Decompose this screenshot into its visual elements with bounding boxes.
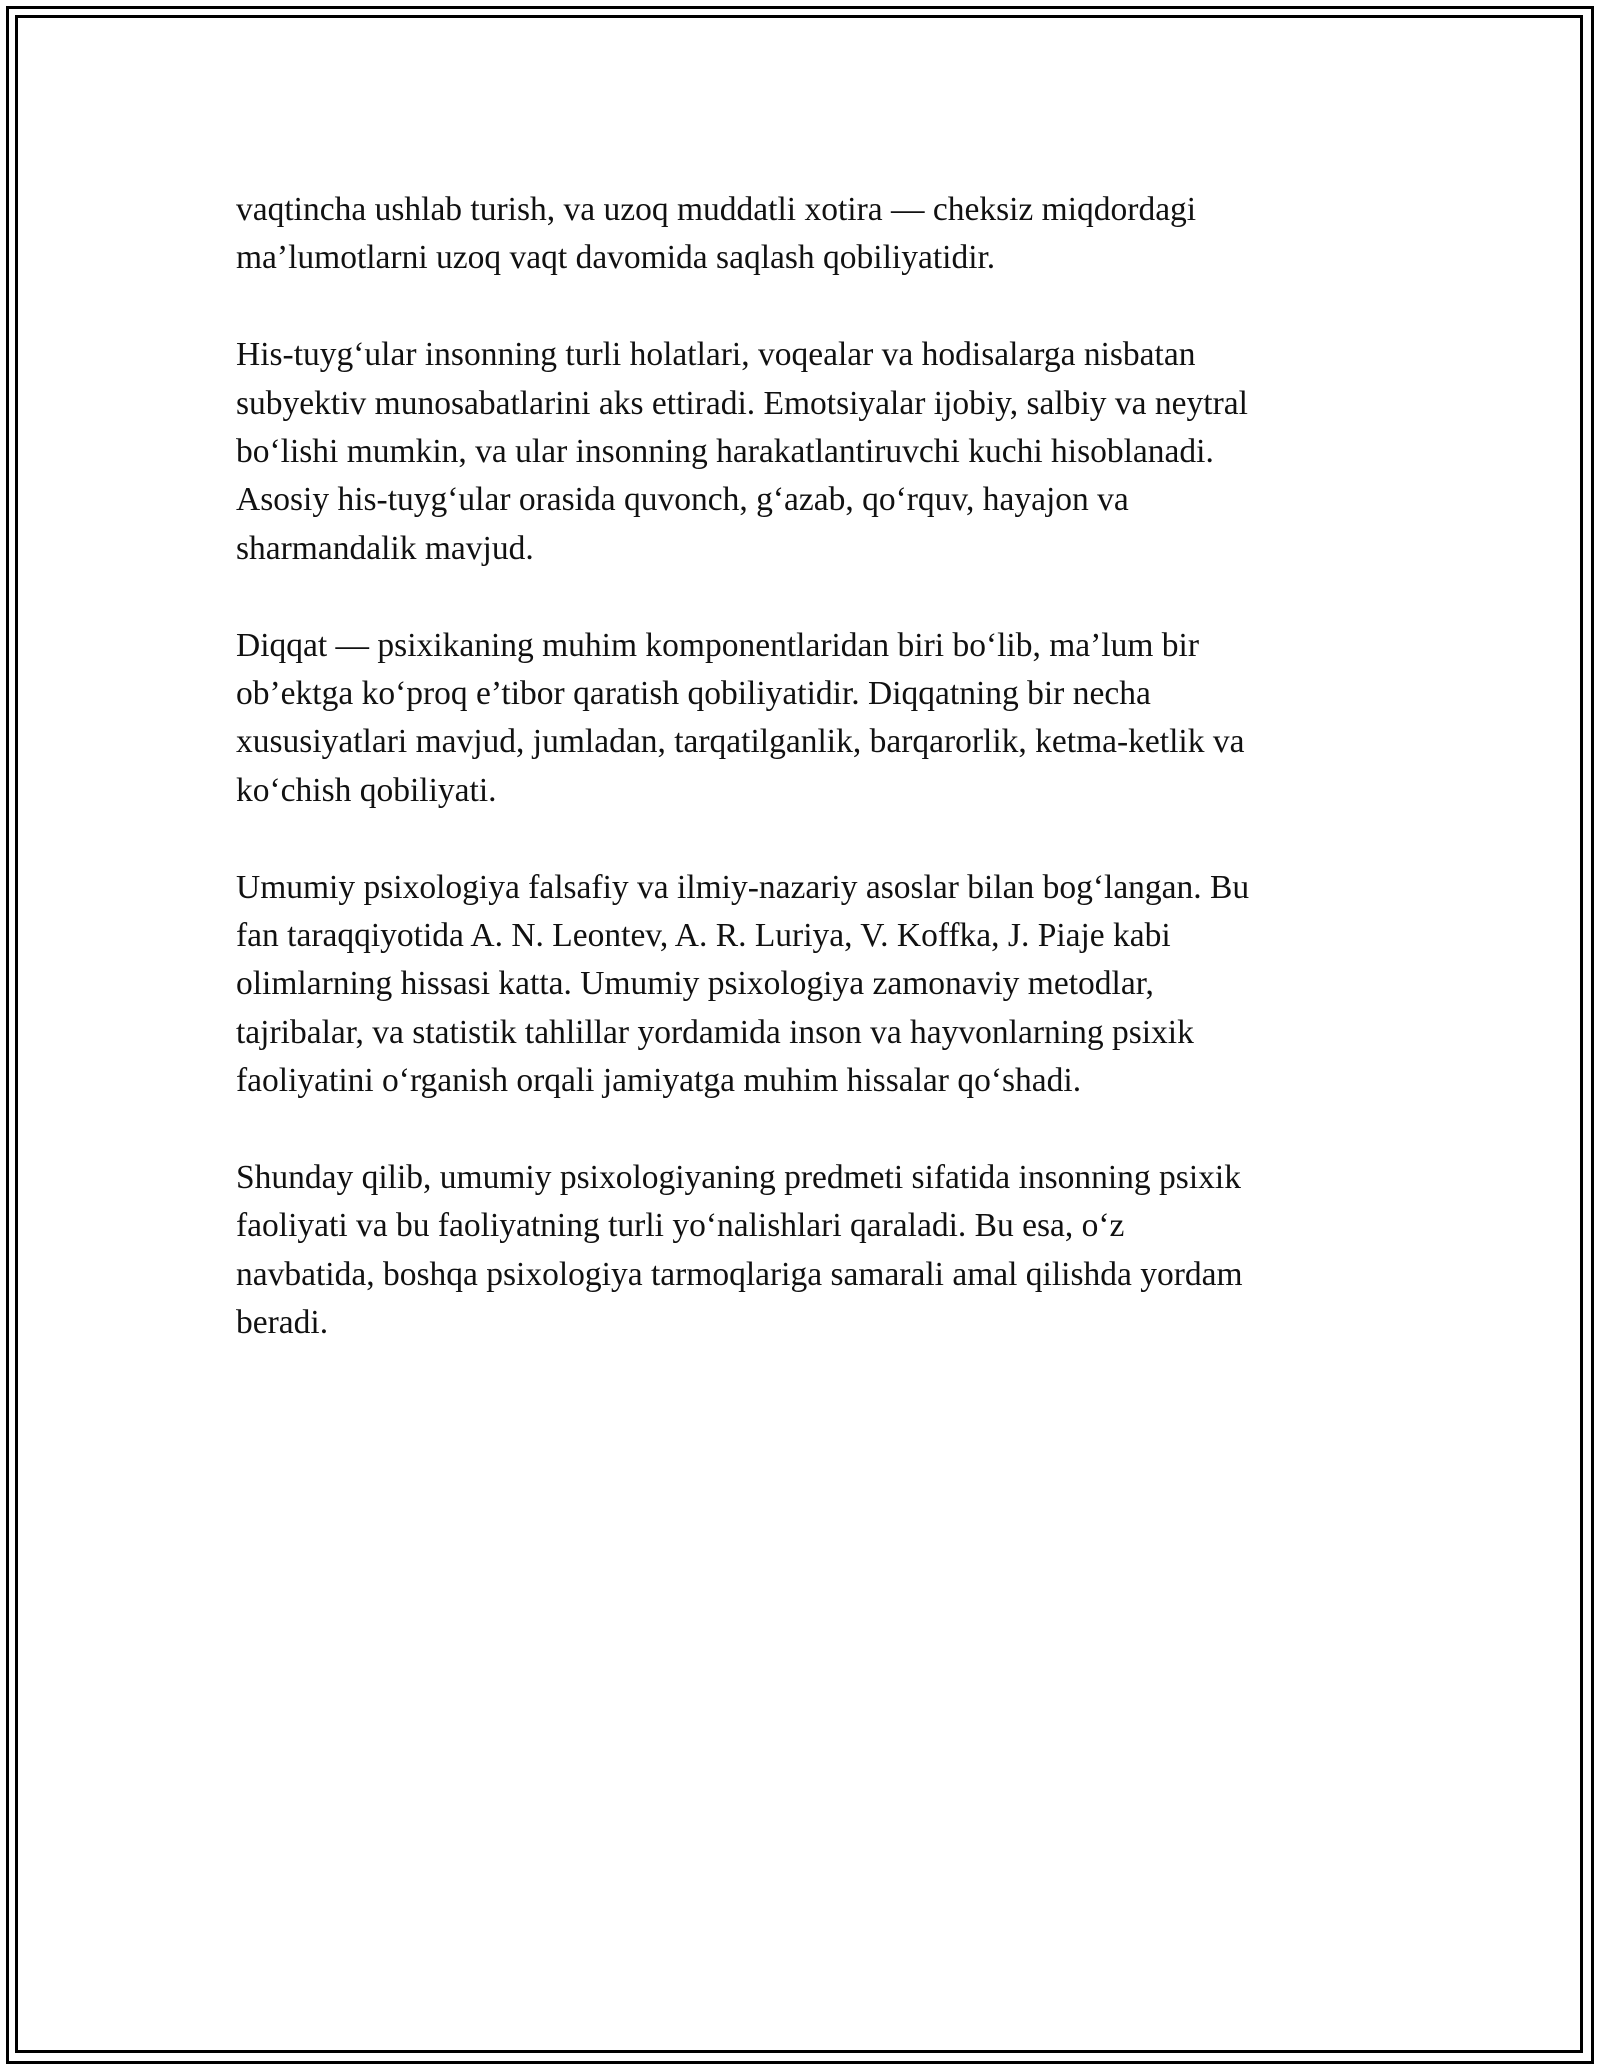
paragraph-foundations	[236, 864, 1366, 1106]
text-line: ob’ektga ko‘proq e’tibor qaratish qobiliyatidir. Diqqatning bir necha	[236, 675, 1151, 713]
text-line: navbatida, boshqa psixologiya tarmoqlariga samarali amal qilishda yordam	[236, 1255, 1243, 1293]
text-line: tajribalar, va statistik tahlillar yordamida inson va hayvonlarning psixik	[236, 1013, 1194, 1051]
text-line: sharmandalik mavjud.	[236, 529, 534, 567]
text-line: ma’lumotlarni uzoq vaqt davomida saqlash qobiliyatidir.	[236, 239, 996, 277]
paragraph-memory	[236, 186, 1366, 283]
text-line: olimlarning hissasi katta. Umumiy psixologiya zamonaviy metodlar,	[236, 965, 1154, 1003]
text-line: Diqqat — psixikaning muhim komponentlaridan biri bo‘lib, ma’lum bir	[236, 626, 1199, 664]
paragraph-emotions	[236, 331, 1366, 573]
document-body	[236, 186, 1366, 1348]
text-line: Shunday qilib, umumiy psixologiyaning predmeti sifatida insonning psixik	[236, 1159, 1241, 1197]
text-line: Umumiy psixologiya falsafiy va ilmiy-nazariy asoslar bilan bog‘langan. Bu	[236, 868, 1250, 906]
text-line: Asosiy his-tuyg‘ular orasida quvonch, g‘azab, qo‘rquv, hayajon va	[236, 481, 1129, 519]
text-line: ko‘chish qobiliyati.	[236, 771, 497, 809]
text-line: xususiyatlari mavjud, jumladan, tarqatilganlik, barqarorlik, ketma-ketlik va	[236, 723, 1245, 761]
paragraph-conclusion	[236, 1154, 1366, 1348]
text-line: fan taraqqiyotida A. N. Leontev, A. R. Luriya, V. Koffka, J. Piaje kabi	[236, 917, 1171, 955]
paragraph-attention	[236, 622, 1366, 816]
text-line: His-tuyg‘ular insonning turli holatlari, voqealar va hodisalarga nisbatan	[236, 336, 1196, 374]
text-line: vaqtincha ushlab turish, va uzoq muddatli xotira — cheksiz miqdordagi	[236, 191, 1197, 228]
text-line: bo‘lishi mumkin, va ular insonning harakatlantiruvchi kuchi hisoblanadi.	[236, 433, 1214, 471]
text-line: faoliyatini o‘rganish orqali jamiyatga muhim hissalar qo‘shadi.	[236, 1062, 1082, 1100]
text-line: subyektiv munosabatlarini aks ettiradi. Emotsiyalar ijobiy, salbiy va neytral	[236, 384, 1248, 422]
text-line: faoliyati va bu faoliyatning turli yo‘nalishlari qaraladi. Bu esa, o‘z	[236, 1207, 1125, 1245]
text-line: beradi.	[236, 1304, 329, 1342]
